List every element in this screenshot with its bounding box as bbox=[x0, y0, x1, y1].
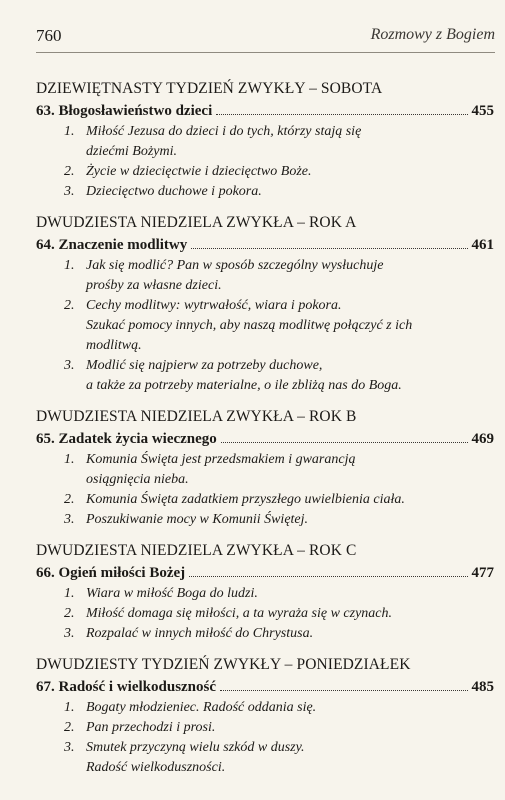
point-text bbox=[86, 698, 494, 718]
toc-section bbox=[36, 654, 494, 778]
list-item bbox=[64, 490, 494, 510]
point-text bbox=[86, 584, 494, 604]
point-line: Szukać pomocy innych, aby naszą modlitwę połączyć z ich bbox=[86, 318, 413, 333]
point-number: 3. bbox=[64, 512, 75, 527]
point-number: 3. bbox=[64, 358, 75, 373]
point-line: Komunia Święta zadatkiem przyszłego uwielbienia ciała. bbox=[86, 492, 405, 507]
point-line: Modlić się najpierw za potrzeby duchowe, bbox=[86, 358, 323, 373]
point-line: Życie w dziecięctwie i dziecięctwo Boże. bbox=[86, 164, 312, 179]
point-line: Rozpalać w innych miłość do Chrystusa. bbox=[86, 626, 314, 641]
entry-page-number: 469 bbox=[471, 431, 494, 447]
point-line: Poszukiwanie mocy w Komunii Świętej. bbox=[86, 512, 309, 527]
entry-points bbox=[36, 584, 494, 644]
dot-leader bbox=[189, 576, 467, 577]
point-text bbox=[86, 182, 494, 202]
entry-title: 63. Błogosławieństwo dzieci bbox=[36, 103, 213, 119]
point-text bbox=[86, 624, 494, 644]
page-number: 760 bbox=[36, 26, 62, 45]
point-text bbox=[86, 738, 494, 778]
point-line: Bogaty młodzieniec. Radość oddania się. bbox=[86, 700, 317, 715]
point-line: Smutek przyczyną wielu szkód w duszy. bbox=[86, 740, 305, 755]
point-text bbox=[86, 490, 494, 510]
list-item bbox=[64, 450, 494, 490]
point-line: Jak się modlić? Pan w sposób szczególny wysłuchuje bbox=[86, 258, 384, 273]
point-number: 2. bbox=[64, 606, 75, 621]
point-line: Miłość Jezusa do dzieci i do tych, którzy stają się bbox=[86, 124, 362, 139]
list-item bbox=[64, 604, 494, 624]
point-line: Wiara w miłość Boga do ludzi. bbox=[86, 586, 258, 601]
entry-page-number: 461 bbox=[471, 237, 494, 253]
point-line: Komunia Święta jest przedsmakiem i gwarancją bbox=[86, 452, 356, 467]
dot-leader bbox=[221, 442, 468, 443]
point-text bbox=[86, 162, 494, 182]
list-item bbox=[64, 182, 494, 202]
point-number: 2. bbox=[64, 720, 75, 735]
running-title: Rozmowy z Bogiem bbox=[370, 26, 495, 43]
entry-points bbox=[36, 256, 494, 396]
entry-page-number: 477 bbox=[471, 565, 494, 581]
toc-entry[interactable] bbox=[36, 562, 494, 584]
list-item bbox=[64, 122, 494, 162]
point-number: 1. bbox=[64, 700, 75, 715]
entry-title: 65. Zadatek życia wiecznego bbox=[36, 431, 217, 447]
point-line: Dziecięctwo duchowe i pokora. bbox=[86, 184, 262, 199]
dot-leader bbox=[191, 248, 467, 249]
entry-points bbox=[36, 450, 494, 530]
point-number: 1. bbox=[64, 586, 75, 601]
dot-leader bbox=[216, 114, 467, 115]
dot-leader bbox=[220, 690, 467, 691]
point-text bbox=[86, 296, 494, 356]
point-line: Pan przechodzi i prosi. bbox=[86, 720, 216, 735]
point-number: 1. bbox=[64, 258, 75, 273]
list-item bbox=[64, 256, 494, 296]
section-title: DWUDZIESTA NIEDZIELA ZWYKŁA – ROK A bbox=[36, 214, 357, 231]
toc-entry[interactable] bbox=[36, 676, 494, 698]
point-number: 3. bbox=[64, 740, 75, 755]
toc-entry[interactable] bbox=[36, 100, 494, 122]
page-header bbox=[36, 16, 495, 53]
entry-points bbox=[36, 698, 494, 778]
table-of-contents bbox=[36, 78, 494, 788]
toc-section bbox=[36, 78, 494, 202]
point-text bbox=[86, 256, 494, 296]
point-line: prośby za własne dzieci. bbox=[86, 278, 222, 293]
toc-entry[interactable] bbox=[36, 234, 494, 256]
point-number: 2. bbox=[64, 298, 75, 313]
point-text bbox=[86, 356, 494, 396]
point-line: a także za potrzeby materialne, o ile zbliżą nas do Boga. bbox=[86, 378, 402, 393]
point-text bbox=[86, 510, 494, 530]
list-item bbox=[64, 698, 494, 718]
list-item bbox=[64, 738, 494, 778]
section-title: DWUDZIESTA NIEDZIELA ZWYKŁA – ROK B bbox=[36, 408, 357, 425]
point-line: osiągnięcia nieba. bbox=[86, 472, 189, 487]
entry-title: 64. Znaczenie modlitwy bbox=[36, 237, 188, 253]
entry-title: 67. Radość i wielkoduszność bbox=[36, 679, 217, 695]
list-item bbox=[64, 718, 494, 738]
toc-entry[interactable] bbox=[36, 428, 494, 450]
section-title: DWUDZIESTY TYDZIEŃ ZWYKŁY – PONIEDZIAŁEK bbox=[36, 656, 411, 673]
toc-section bbox=[36, 406, 494, 530]
point-number: 2. bbox=[64, 164, 75, 179]
point-line: modlitwą. bbox=[86, 338, 142, 353]
point-text bbox=[86, 450, 494, 490]
toc-section bbox=[36, 540, 494, 644]
entry-page-number: 485 bbox=[471, 679, 494, 695]
list-item bbox=[64, 356, 494, 396]
section-title: DWUDZIESTA NIEDZIELA ZWYKŁA – ROK C bbox=[36, 542, 357, 559]
entry-page-number: 455 bbox=[471, 103, 494, 119]
entry-points bbox=[36, 122, 494, 202]
point-line: Radość wielkoduszności. bbox=[86, 760, 226, 775]
point-line: dziećmi Bożymi. bbox=[86, 144, 177, 159]
entry-title: 66. Ogień miłości Bożej bbox=[36, 565, 186, 581]
point-line: Cechy modlitwy: wytrwałość, wiara i pokora. bbox=[86, 298, 342, 313]
point-line: Miłość domaga się miłości, a ta wyraża się w czynach. bbox=[86, 606, 393, 621]
list-item bbox=[64, 296, 494, 356]
toc-section bbox=[36, 212, 494, 396]
point-text bbox=[86, 122, 494, 162]
point-number: 3. bbox=[64, 184, 75, 199]
list-item bbox=[64, 624, 494, 644]
section-title: DZIEWIĘTNASTY TYDZIEŃ ZWYKŁY – SOBOTA bbox=[36, 80, 383, 97]
point-text bbox=[86, 718, 494, 738]
point-number: 1. bbox=[64, 452, 75, 467]
list-item bbox=[64, 584, 494, 604]
point-number: 1. bbox=[64, 124, 75, 139]
list-item bbox=[64, 510, 494, 530]
point-text bbox=[86, 604, 494, 624]
point-number: 3. bbox=[64, 626, 75, 641]
point-number: 2. bbox=[64, 492, 75, 507]
list-item bbox=[64, 162, 494, 182]
